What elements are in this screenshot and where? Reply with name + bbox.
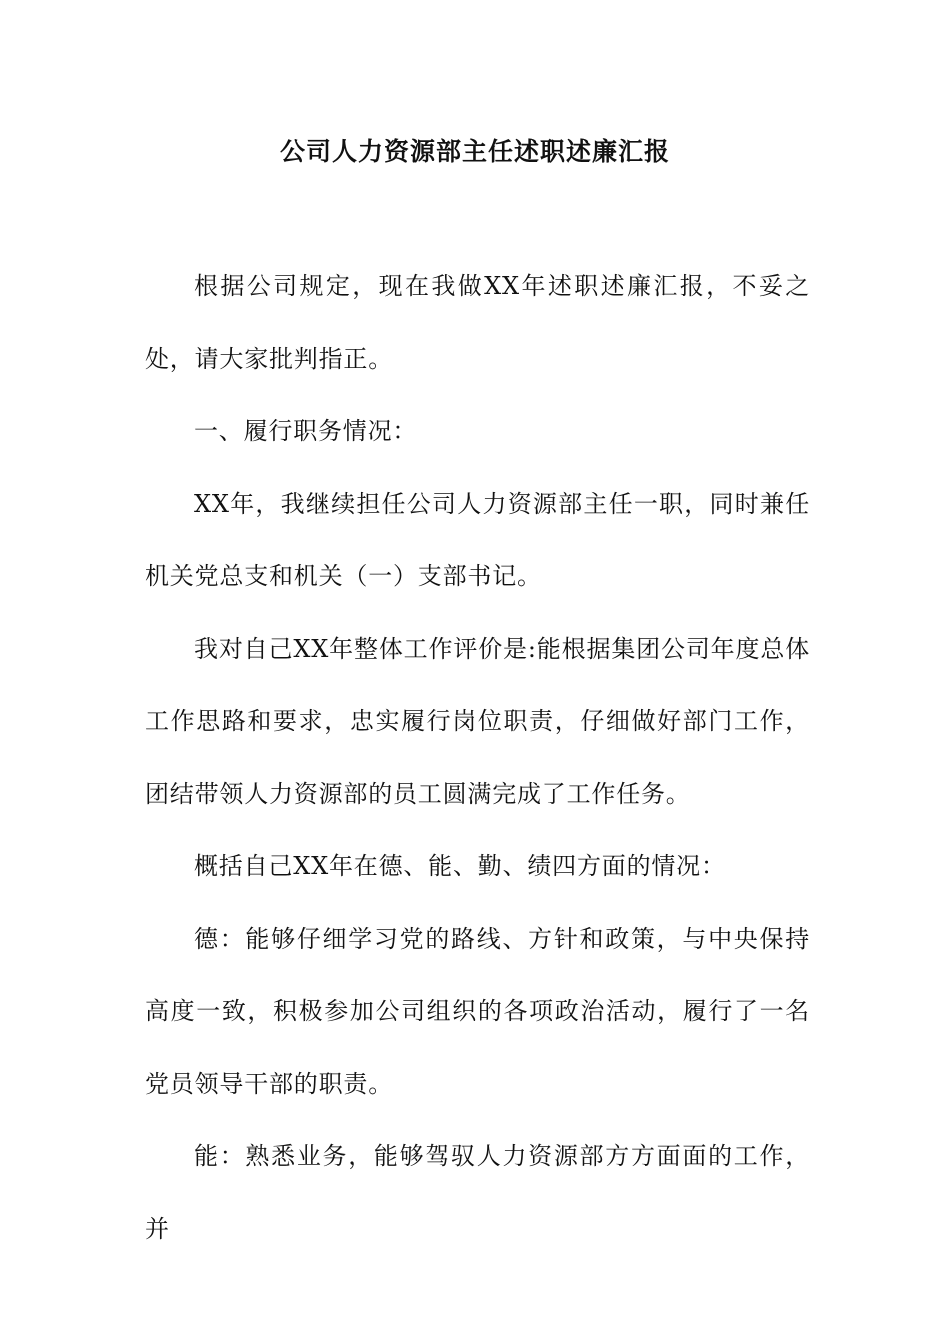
paragraph-evaluation: 我对自己XX年整体工作评价是:能根据集团公司年度总体工作思路和要求，忠实履行岗位职责，仔细做好部门工作，团结带领人力资源部的员工圆满完成了工作任务。 [145, 634, 810, 808]
document-title: 公司人力资源部主任述职述廉汇报 [279, 137, 670, 166]
paragraph-virtue: 德：能够仔细学习党的路线、方针和政策，与中央保持高度一致，积极参加公司组织的各项政治活动，履行了一名党员领导干部的职责。 [145, 924, 810, 1098]
document-body [145, 250, 810, 1265]
paragraph-position: XX年，我继续担任公司人力资源部主任一职，同时兼任机关党总支和机关（一）支部书记。 [145, 489, 810, 590]
paragraph-ability: 能：熟悉业务，能够驾驭人力资源部方方面面的工作，并 [145, 1142, 810, 1243]
paragraph-intro: 根据公司规定，现在我做XX年述职述廉汇报，不妥之处，请大家批判指正。 [145, 272, 810, 373]
paragraph-summary-intro: 概括自己XX年在德、能、勤、绩四方面的情况： [194, 852, 726, 880]
paragraph-section-heading: 一、履行职务情况： [194, 417, 418, 445]
